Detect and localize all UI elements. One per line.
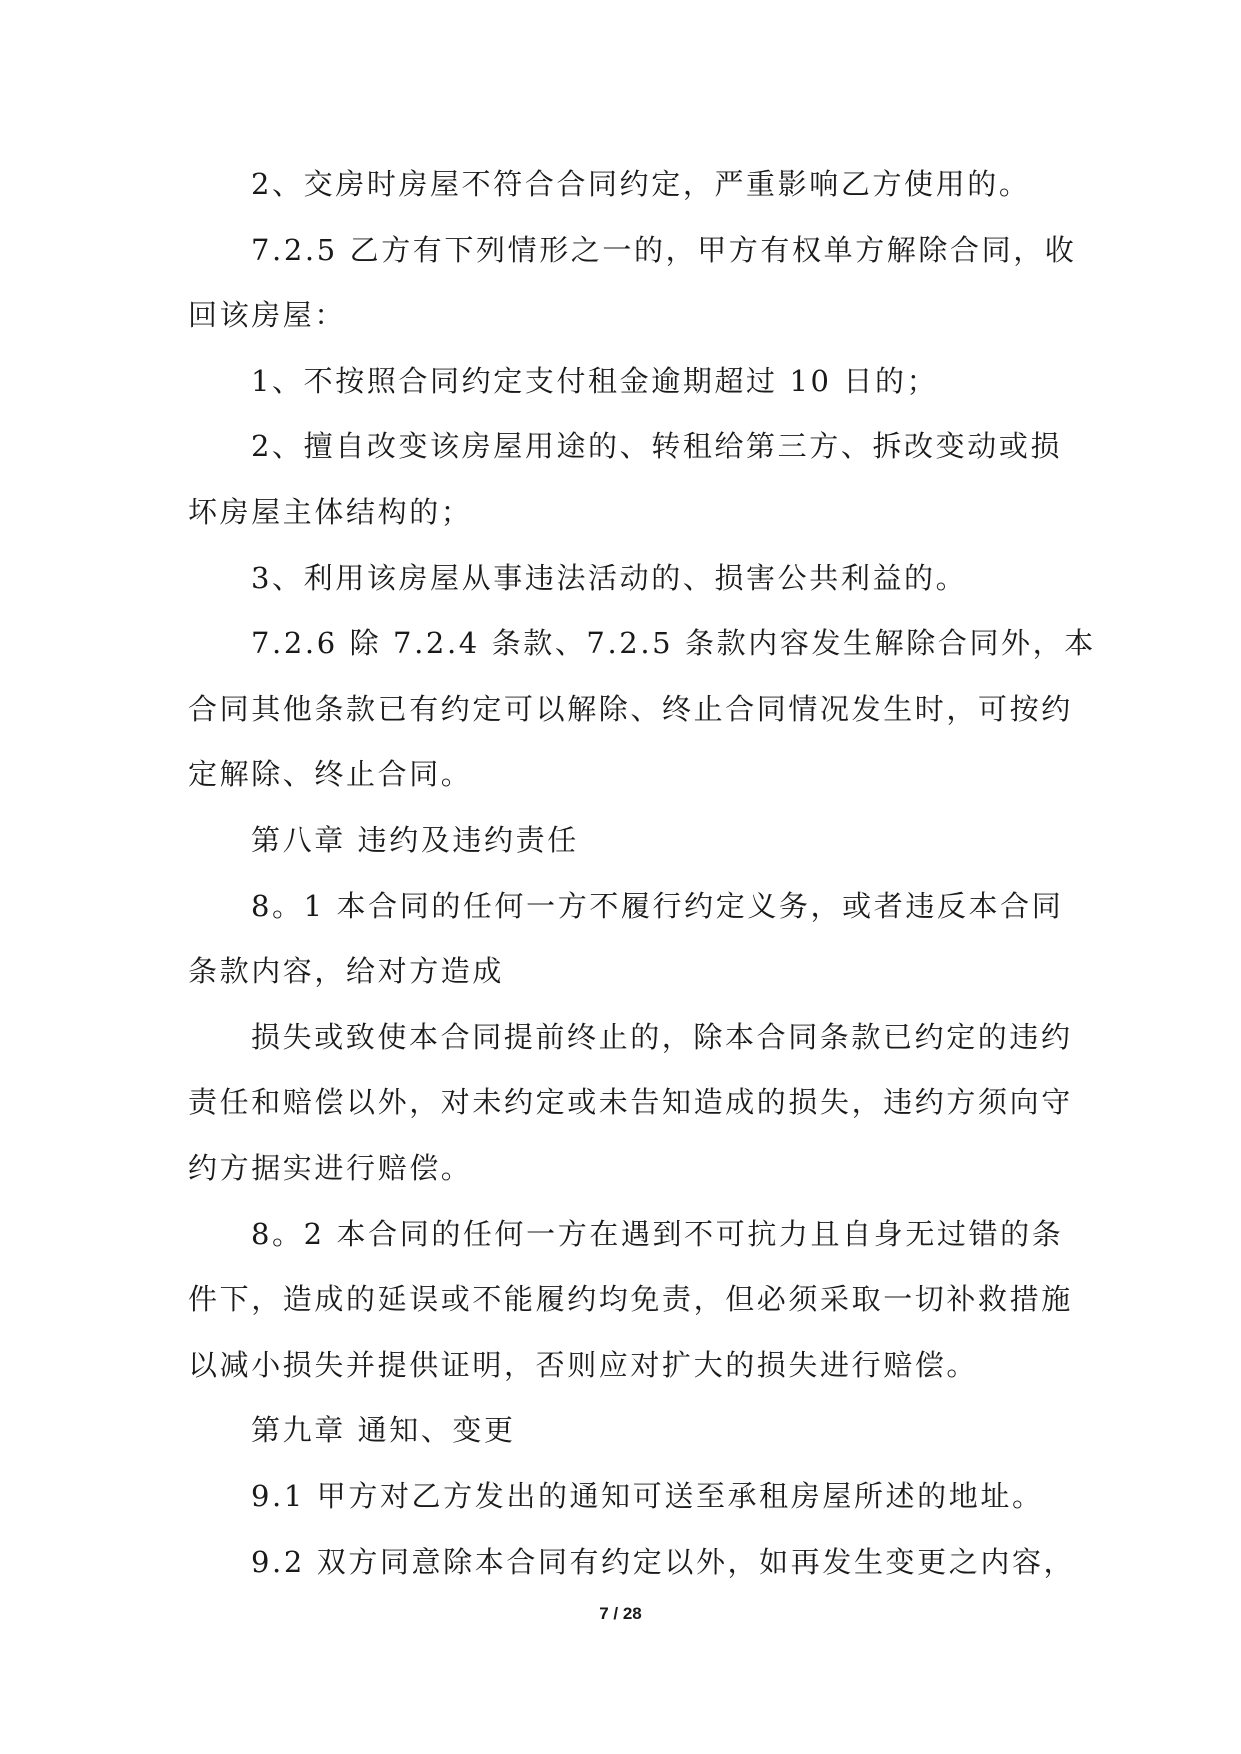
paragraph-line: 9.1 甲方对乙方发出的通知可送至承租房屋所述的地址。 [251, 1479, 1044, 1513]
paragraph-line: 1、不按照合同约定支付租金逾期超过 10 日的； [251, 364, 939, 398]
paragraph-line: 2、擅自改变该房屋用途的、转租给第三方、拆改变动或损 [251, 429, 1063, 463]
paragraph-line: 9.2 双方同意除本合同有约定以外，如再发生变更之内容， [251, 1545, 1076, 1579]
paragraph-line: 责任和赔偿以外，对未约定或未告知造成的损失，违约方须向守 [188, 1085, 1073, 1119]
paragraph-line: 损失或致使本合同提前终止的，除本合同条款已约定的违约 [251, 1020, 1073, 1054]
paragraph-line: 3、利用该房屋从事违法活动的、损害公共利益的。 [251, 561, 968, 595]
paragraph-line: 约方据实进行赔偿。 [188, 1151, 473, 1185]
paragraph-line: 回该房屋： [188, 298, 347, 332]
page-number: 7 / 28 [599, 1604, 642, 1623]
paragraph-line: 7.2.5 乙方有下列情形之一的，甲方有权单方解除合同，收 [251, 233, 1077, 267]
paragraph-line: 定解除、终止合同。 [188, 757, 473, 791]
paragraph-line: 坏房屋主体结构的； [188, 495, 473, 529]
chapter-heading: 第八章 违约及违约责任 [251, 823, 579, 857]
paragraph-line: 7.2.6 除 7.2.4 条款、7.2.5 条款内容发生解除合同外，本 [251, 626, 1096, 660]
paragraph-line: 8。2 本合同的任何一方在遇到不可抗力且自身无过错的条 [251, 1217, 1064, 1251]
paragraph-line: 件下，造成的延误或不能履约均免责，但必须采取一切补救措施 [188, 1282, 1073, 1316]
paragraph-line: 以减小损失并提供证明，否则应对扩大的损失进行赔偿。 [188, 1348, 979, 1382]
paragraph-line: 合同其他条款已有约定可以解除、终止合同情况发生时，可按约 [188, 692, 1073, 726]
chapter-heading: 第九章 通知、变更 [251, 1413, 516, 1447]
paragraph-line: 8。1 本合同的任何一方不履行约定义务，或者违反本合同 [251, 889, 1064, 923]
paragraph-line: 条款内容，给对方造成 [188, 954, 505, 988]
paragraph-line: 2、交房时房屋不符合合同约定，严重影响乙方使用的。 [251, 167, 1031, 201]
